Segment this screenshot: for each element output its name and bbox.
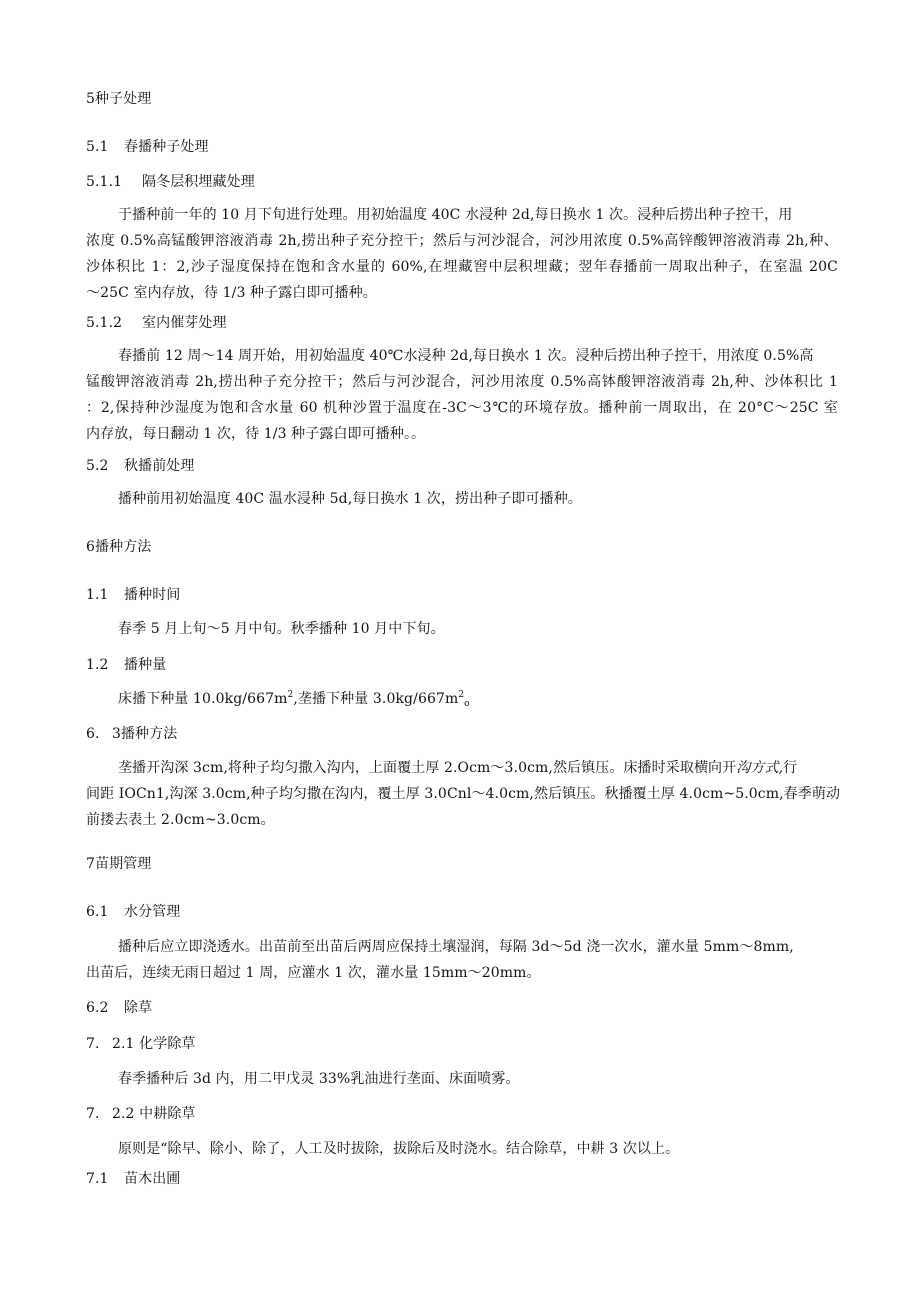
paragraph-line: 间距 IOCn1,沟深 3.0cm,种子均匀撒在沟内，覆土厚 3.0Cnl～4.0cm,然后镇压。秋播覆土厚 4.0cm~5.0cm,春季萌动 (86, 786, 841, 802)
paragraph-line: 床播下种量 $10.0kg/667m^2$,垄播下种量 $3.0kg/667m^2_o$ (118, 690, 470, 709)
section-7-2-1-heading: 7. 2.1 化学除草 (86, 1036, 196, 1052)
paragraph-line: 前搂去表土 2.0cm~3.0cm。 (86, 812, 275, 828)
section-5-1-heading: 5.1 春播种子处理 (86, 139, 209, 155)
paragraph-line: 锰酸钾溶液消毒 2h,捞出种子充分控干；然后与河沙混合，河沙用浓度 0.5%高钵酸钾溶液消毒 2h,种、沙体积比 1 (86, 374, 838, 390)
paragraph-line: 于播种前一年的 10 月下旬进行处理。用初始温度 40C 水浸种 2d,每日换水 1 次。浸种后捞出种子控干，用 (118, 207, 793, 223)
section-5-heading: 5种子处理 (86, 91, 152, 107)
paragraph-line: ～25C 室内存放，待 1/3 种子露白即可播种。 (86, 285, 377, 301)
paragraph-line: 出苗后，连续无雨日超过 1 周，应灌水 1 次，灌水量 15mm～20mm。 (86, 965, 541, 981)
paragraph-line: 春季 5 月上旬～5 月中旬。秋季播种 10 月中下旬。 (118, 621, 445, 637)
section-6-heading: 6播种方法 (86, 539, 152, 555)
paragraph-line: ：2,保持种沙湿度为饱和含水量 60 机种沙置于温度在-3C～3℃的环境存放。播种前一周取出，在 20°C～25C 室 (86, 400, 838, 416)
paragraph-line: 播种后应立即浇透水。出苗前至出苗后两周应保持土壤湿润，每隔 3d～5d 浇一次水，灌水量 5mm～8mm, (118, 939, 794, 955)
section-6-3-heading: 6. 3播种方法 (86, 726, 178, 742)
section-7-heading: 7苗期管理 (86, 856, 152, 872)
section-5-2-heading: 5.2 秋播前处理 (86, 458, 195, 474)
paragraph-line: 沙体积比 1：2,沙子湿度保持在饱和含水量的 60%,在埋藏窖中层积埋藏；翌年春播前一周取出种子，在室温 20C (86, 259, 838, 275)
section-1-1-heading: 1.1 播种时间 (86, 587, 181, 603)
paragraph-line: 原则是“除早、除小、除了，人工及时拔除，拔除后及时浇水。结合除草，中耕 3 次以上。 (118, 1141, 680, 1157)
paragraph-line: 内存放，每日翻动 1 次，待 1/3 种子露白即可播种。。 (86, 426, 426, 442)
section-7-2-2-heading: 7. 2.2 中耕除草 (86, 1106, 196, 1122)
paragraph-line: 垄播开沟深 3cm,将种子均匀撒入沟内，上面覆土厚 2.Ocm～3.0cm,然后镇压。床播时采取横向开沟方式,行 (118, 760, 798, 776)
section-7-1-heading: 7.1 苗木出圃 (86, 1171, 181, 1187)
section-1-2-heading: 1.2 播种量 (86, 657, 167, 673)
section-6-2-heading: 6.2 除草 (86, 1000, 153, 1016)
paragraph-line: 春季播种后 3d 内，用二甲戊灵 33%乳油进行垄面、床面喷雾。 (118, 1071, 520, 1087)
paragraph-line: 春播前 12 周～14 周开始，用初始温度 40℃水浸种 2d,每日换水 1 次。浸种后捞出种子控干，用浓度 0.5%高 (118, 348, 814, 364)
section-6-1-heading: 6.1 水分管理 (86, 904, 181, 920)
section-5-1-1-heading: 5.1.1 隔冬层积埋藏处理 (86, 174, 255, 190)
section-5-1-2-heading: 5.1.2 室内催芽处理 (86, 315, 227, 331)
paragraph-line: 播种前用初始温度 40C 温水浸种 5d,每日换水 1 次，捞出种子即可播种。 (118, 491, 582, 507)
paragraph-line: 浓度 0.5%高锰酸钾溶液消毒 2h,捞出种子充分控干；然后与河沙混合，河沙用浓度 0.5%高锌酸钾溶液消毒 2h,种、 (86, 233, 838, 249)
